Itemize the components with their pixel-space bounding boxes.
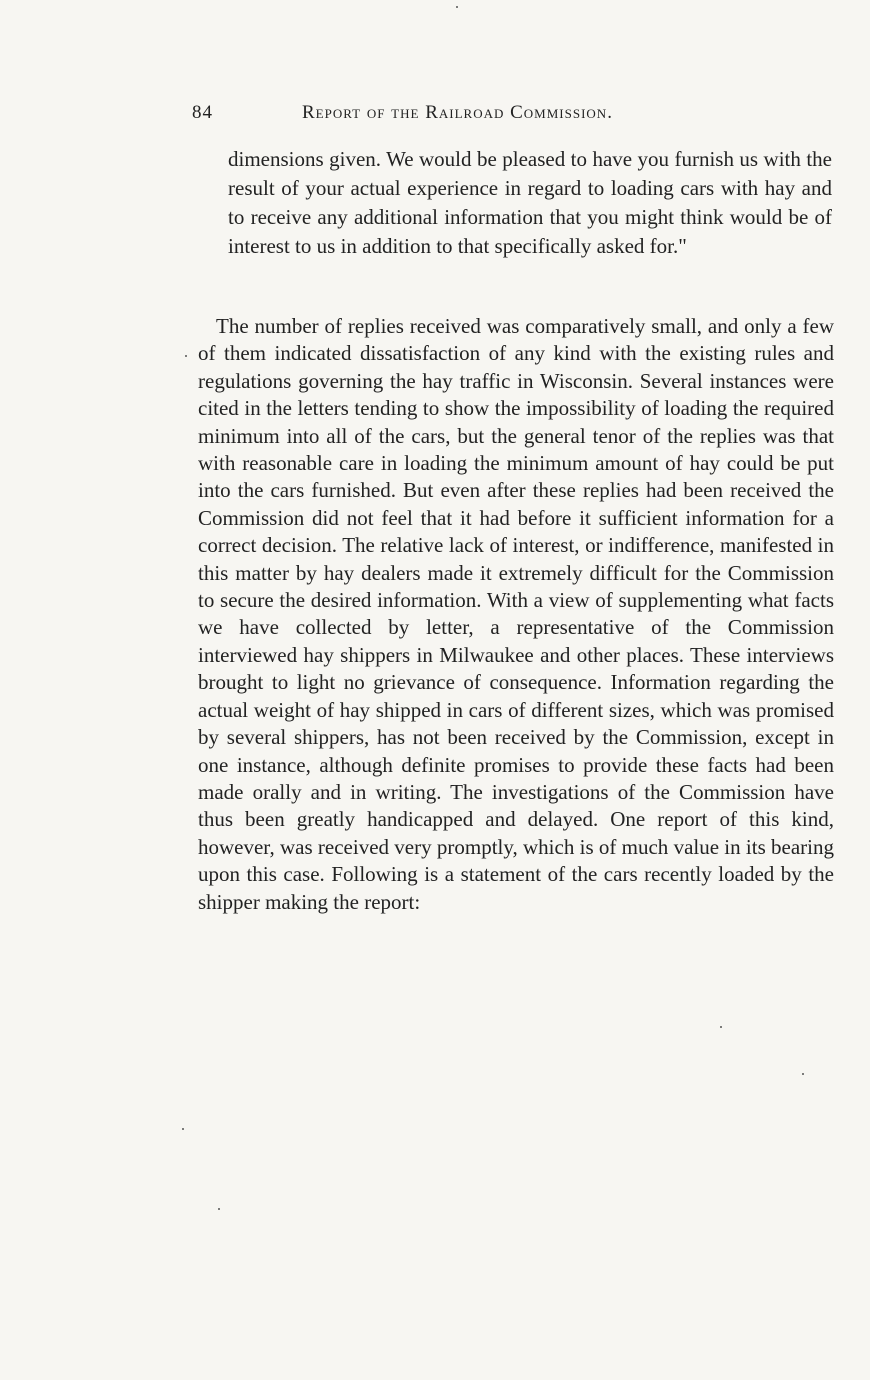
page-header bbox=[192, 102, 732, 132]
print-speck bbox=[720, 1026, 722, 1028]
body-text bbox=[198, 313, 834, 916]
body-paragraph: The number of replies received was comparatively small, and only a few of them indicated dissatisfaction of any kind with the existing rules and regulations governing the hay traffic in Wisconsin. Several instances were cited in the letters tending to show the impossibility of loading the required minimum into all of the cars, but the general tenor of the replies was that with reasonable care in loading the minimum amount of hay could be put into the cars furnished. But even after these replies had been received the Commission did not feel that it had before it sufficient information for a correct decision. The relative lack of interest, or indifference, manifested in this matter by hay dealers made it extremely difficult for the Commission to secure the desired information. With a view of supplementing what facts we have collected by letter, a representative of the Commission interviewed hay shippers in Milwaukee and other places. These interviews brought to light no grievance of consequence. Information regarding the actual weight of hay shipped in cars of different sizes, which was promised by several shippers, has not been received by the Commission, except in one instance, although definite promises to provide these facts had been made orally and in writing. The investigations of the Commission have thus been greatly handicapped and delayed. One report of this kind, however, was received very promptly, which is of much value in its bearing upon this case. Following is a statement of the cars recently loaded by the shipper making the report: bbox=[198, 314, 834, 914]
print-speck bbox=[218, 1208, 220, 1210]
print-speck bbox=[182, 1128, 184, 1130]
print-speck bbox=[185, 355, 187, 357]
running-head: Report of the Railroad Commission. bbox=[302, 102, 613, 123]
quote-paragraph: dimensions given. We would be pleased to have you furnish us with the result of your actual experience in regard to loading cars with hay and to receive any additional information that you might think would be of interest to us in addition to that specifically asked for." bbox=[228, 147, 832, 258]
page-number: 84 bbox=[192, 102, 213, 123]
print-speck bbox=[456, 6, 458, 8]
quoted-letter-continuation bbox=[228, 145, 832, 261]
print-speck bbox=[802, 1073, 804, 1075]
